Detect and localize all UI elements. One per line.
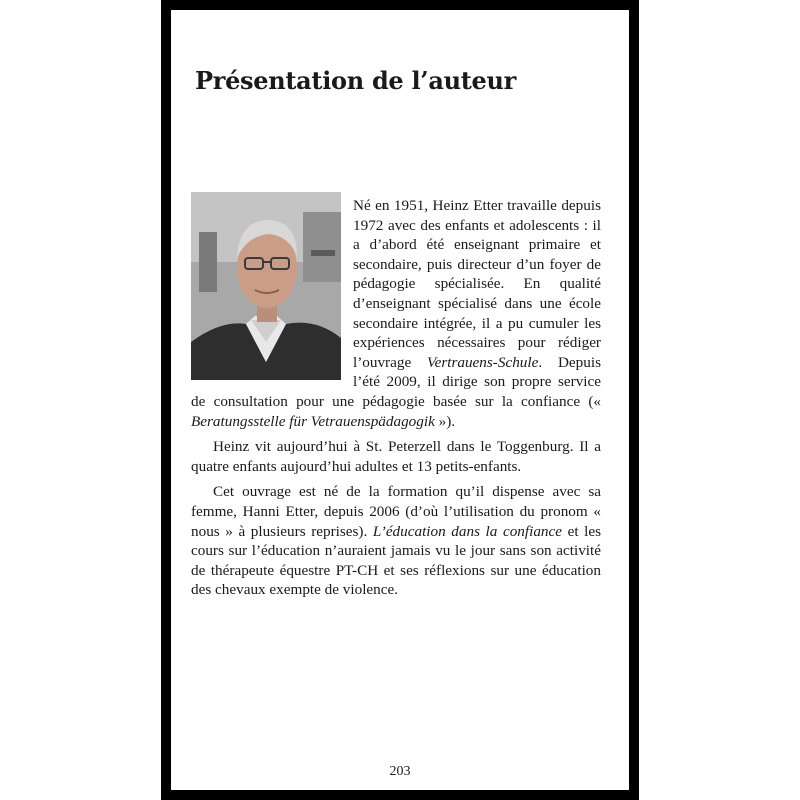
bio-p1-text-a: Né en 1951, Heinz Etter travaille depuis 1972 avec des enfants et adolescents : il a d’abord été enseignant primaire et secondaire, puis directeur d’un foyer de pédagogie spécialisée. En qualité d’enseignant spécialisé dans une école secondaire intégrée, il a pu cumuler les expériences nécessaires pour rédiger l’ouvrage [353, 197, 601, 371]
bio-p1-text-b: . Depuis l’été 2009, il dirige son propre service de consultation pour une pédagogie basée sur la confiance (« [191, 353, 601, 410]
bio-service-name: Beratungsstelle für Vetrauenspädagogik [191, 412, 439, 430]
book-page [171, 10, 629, 790]
bio-paragraph-1 [191, 196, 601, 431]
bio-p3-text-a: Cet ouvrage est né de la formation qu’il dispense avec sa femme, Hanni Etter, depuis 2006 (d’où l’utilisation du pronom « nous » à plusieurs reprises). [191, 483, 601, 540]
page-number: 203 [389, 764, 411, 779]
bio-book-title-french: L’éducation dans la confiance [372, 522, 562, 540]
bio-paragraph-3 [191, 482, 601, 600]
photo-float-spacer [191, 196, 353, 388]
bio-book-title: Vertrauens-Schule [427, 353, 539, 371]
page-frame [161, 0, 639, 800]
page-title: Présentation de l’auteur [195, 66, 516, 95]
bio-p3-text-b: et les cours sur l’éducation n’auraient jamais vu le jour sans son activité de thérapeute équestre PT-CH et ses réflexions sur une éducation des chevaux exempte de violence. [191, 522, 601, 599]
bio-paragraph-2: Heinz vit aujourd’hui à St. Peterzell dans le Toggenburg. Il a quatre enfants aujourd’hui adultes et 13 petits-enfants. [191, 438, 601, 475]
bio-p1-text-c: »). [438, 412, 456, 430]
author-biography [191, 196, 601, 600]
